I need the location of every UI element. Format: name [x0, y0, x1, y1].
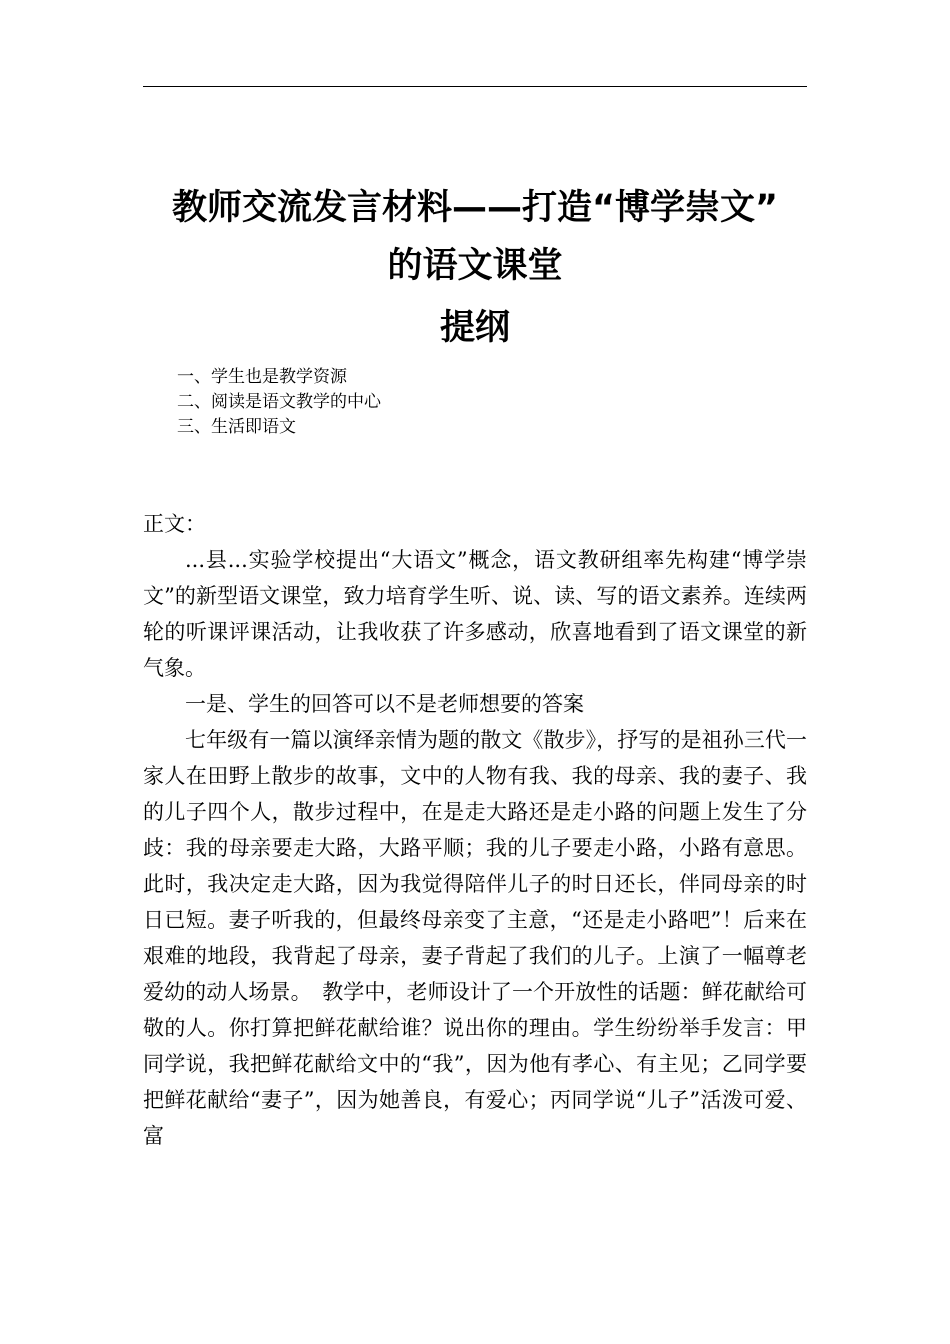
outline-item-3: 三、生活即语文: [177, 417, 296, 437]
body-paragraph-1: ...县...实验学校提出“大语文”概念，语文教研组率先构建“博学崇文”的新型语文课堂，致力培育学生听、说、读、写的语文素养。连续两轮的听课评课活动，让我收获了许多感动，欣喜地看到了语文课堂的新气象。: [143, 548, 807, 680]
outline-item-1: 一、学生也是教学资源: [177, 367, 347, 387]
header-rule: [143, 86, 807, 87]
outline-item-2: 二、阅读是语文教学的中心: [177, 392, 381, 412]
document-title-line-2: 的语文课堂: [387, 246, 563, 286]
outline-heading: 提纲: [439, 308, 510, 348]
body-label: 正文：: [143, 512, 206, 536]
document-title-line-1: 教师交流发言材料——打造“博学崇文”: [171, 188, 778, 228]
body-text: [143, 506, 807, 1154]
body-paragraph-3: 七年级有一篇以演绎亲情为题的散文《散步》，抒写的是祖孙三代一家人在田野上散步的故事，文中的人物有我、我的母亲、我的妻子、我的儿子四个人，散步过程中，在是走大路还是走小路的问题上发生了分歧：我的母亲要走大路，大路平顺；我的儿子要走小路，小路有意思。此时，我决定走大路，因为我觉得陪伴儿子的时日还长，伴同母亲的时日已短。妻子听我的，但最终母亲变了主意，“还是走小路吧”！后来在艰难的地段，我背起了母亲，妻子背起了我们的儿子。上演了一幅尊老爱幼的动人场景。 教学中，老师设计了一个开放性的话题：鲜花献给可敬的人。你打算把鲜花献给谁？说出你的理由。学生纷纷举手发言：甲同学说，我把鲜花献给文中的“我”，因为他有孝心、有主见；乙同学要把鲜花献给“妻子”，因为她善良，有爱心；丙同学说“儿子”活泼可爱、富: [143, 728, 807, 1148]
body-paragraph-2: 一是、学生的回答可以不是老师想要的答案: [185, 692, 584, 716]
outline-list: [177, 365, 381, 440]
